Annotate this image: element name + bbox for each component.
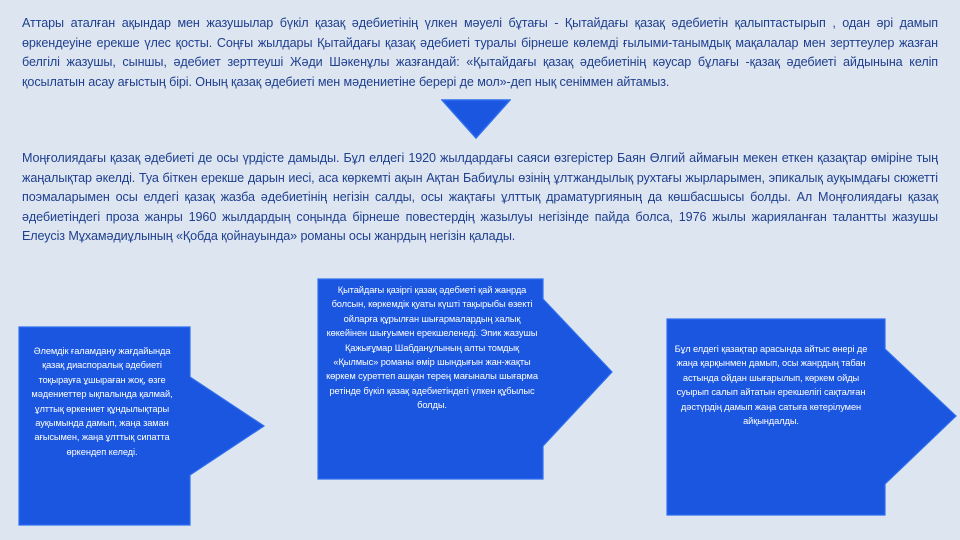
box-1-text: Әлемдік ғаламдану жағдайында қазақ диаспоралық әдебиеті тоқырауға ұшыраған жоқ, өзге мәдениеттер ықпалында қалмай, ұлттық өркениет құндылықтары ауқымында дамып, жаңа заман ағысымен, жаңа ұлттық сипатта өркендеп келеді. bbox=[31, 346, 173, 457]
paragraph-mongolia: Моңғолиядағы қазақ әдебиеті де осы үрдісте дамыды. Бұл елдегі 1920 жылдардағы саяси өзгерістер Баян Өлгий аймағын мекен еткен қазақтар өміріне тың жаңалықтар әкелді. Туа біткен ерекше дарын иесі, аса көркемті ақын Ақтан Бабиұлы өзінің ұлтжандылық рухтағы жырларымен, эпикалық ауқымдағы сюжетті поэмаларымен осы елдегі қазақ жазба әдебиетінің негізін салды, осы жақтағы ұлттық драматургияның да көшбасшысы болды. Ал Моңғолиядағы қазақ әдебиетіндегі проза жанры 1960 жылдардың соңында бірнеше повестердің жазылуы негізінде пайда болса, 1976 жылы жарияланған талантты жазушы Елеусіз Мұхамәдиұлының «Қобда қойнауында» романы осы жанрдың негізін қалады. bbox=[22, 151, 938, 244]
box-2-text: Қытайдағы қазіргі қазақ әдебиеті қай жанрда болсын, көркемдік қуаты күшті тақырыбы өзекті ойларға құрылған шығармалардың халық көкейінен шығуымен ерекшеленеді. Эпик жазушы Қажығұмар Шабданұлының алты томдық «Қылмыс» романы өмір шындығын жан-жақты көркем суреттеп ашқан терең мағыналы шығарма ретінде бүкіл қазақ әдебиетіндегі үлкен құбылыс болды. bbox=[326, 285, 538, 411]
box-3-text: Бұл елдегі қазақтар арасында айтыс өнері де жаңа қарқынмен дамып, осы жанрдың табан астында ойдан шығарылып, көркем ойды суырып салып айтатын ерекшелігі сақталған дәстүрдің дамып жаңа сатыға көтерілумен айқындалды. bbox=[674, 344, 868, 427]
paragraph-intro: Аттары аталған ақындар мен жазушылар бүкіл қазақ әдебиетінің үлкен мәуелі бұтағы - Қытайдағы қазақ әдебиетін қалыптастырып , одан әрі дамып өркендеуіне ерекше үлес қосты. Соңғы жылдары Қытайдағы қазақ әдебиеті туралы бірнеше көлемді ғылыми-танымдық мақалалар мен зерттеулер жазған белгілі жазушы, сыншы, әдебиет зерттеуші Жәди Шәкенұлы жазғандай: «Қытайдағы қазақ әдебиетінің кәусар бұлағы -қазақ әдебиеті айдынына келіп қосылатын асау ағыстың бірі. Оның қазақ әдебиеті мен мәдениетіне берері де мол»-деп нық сеніммен айтамыз. bbox=[22, 16, 938, 89]
down-arrow-icon bbox=[441, 99, 511, 139]
